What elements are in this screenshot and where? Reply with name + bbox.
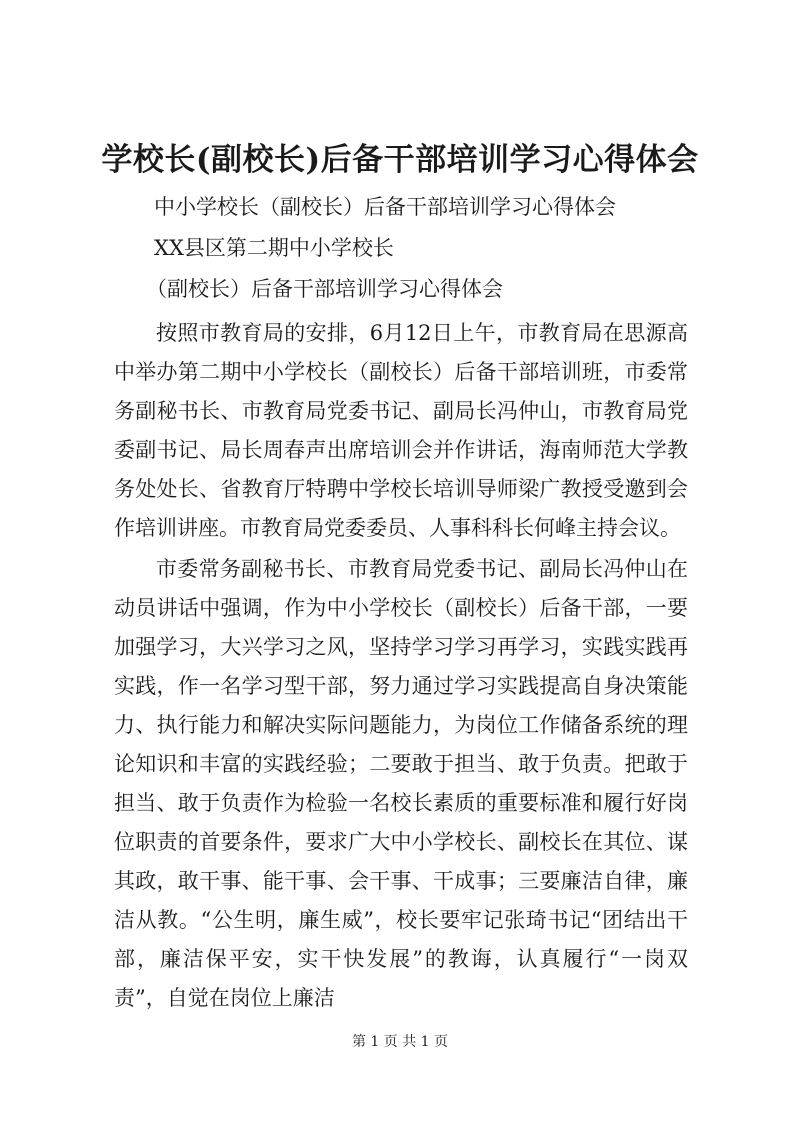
subtitle-line-3: （副校长）后备干部培训学习心得体会 (146, 277, 503, 301)
document-title: 学校长(副校长)后备干部培训学习心得体会 (101, 142, 699, 178)
page-footer: 第 1 页 共 1 页 (351, 1034, 449, 1050)
body-paragraph-2: 市委常务副秘书长、市教育局党委书记、副局长冯仲山在动员讲话中强调，作为中小学校长（副校长）后备干部，一要加强学习，大兴学习之风，坚持学习学习再学习，实践实践再实践，作一名学习型干部，努力通过学习实践提高自身决策能力、执行能力和解决实际问题能力，为岗位工作储备系统的理论知识和丰富的实践经验；二要敢于担当、敢于负责。把敢于担当、敢于负责作为检验一名校长素质的重要标准和履行好岗位职责的首要条件，要求广大中小学校长、副校长在其位、谋其政，敢干事、能干事、会干事、干成事；三要廉洁自律，廉洁从教。“公生明，廉生威”，校长要牢记张琦书记“团结出干部，廉洁保平安，实干快发展”的教诲，认真履行“一岗双责”，自觉在岗位上廉洁 (114, 557, 688, 1010)
subtitle-line-2: XX县区第二期中小学校长 (154, 236, 394, 260)
body-paragraph-1: 按照市教育局的安排，6月12日上午，市教育局在思源高中举办第二期中小学校长（副校长）后备干部培训班，市委常务副秘书长、市教育局党委书记、副局长冯仲山，市教育局党委副书记、局长周春声出席培训会并作讲话，海南师范大学教务处处长、省教育厅特聘中学校长培训导师梁广教授受邀到会作培训讲座。市教育局党委委员、人事科科长何峰主持会议。 (114, 321, 688, 540)
subtitle-line-1: 中小学校长（副校长）后备干部培训学习心得体会 (154, 195, 616, 219)
